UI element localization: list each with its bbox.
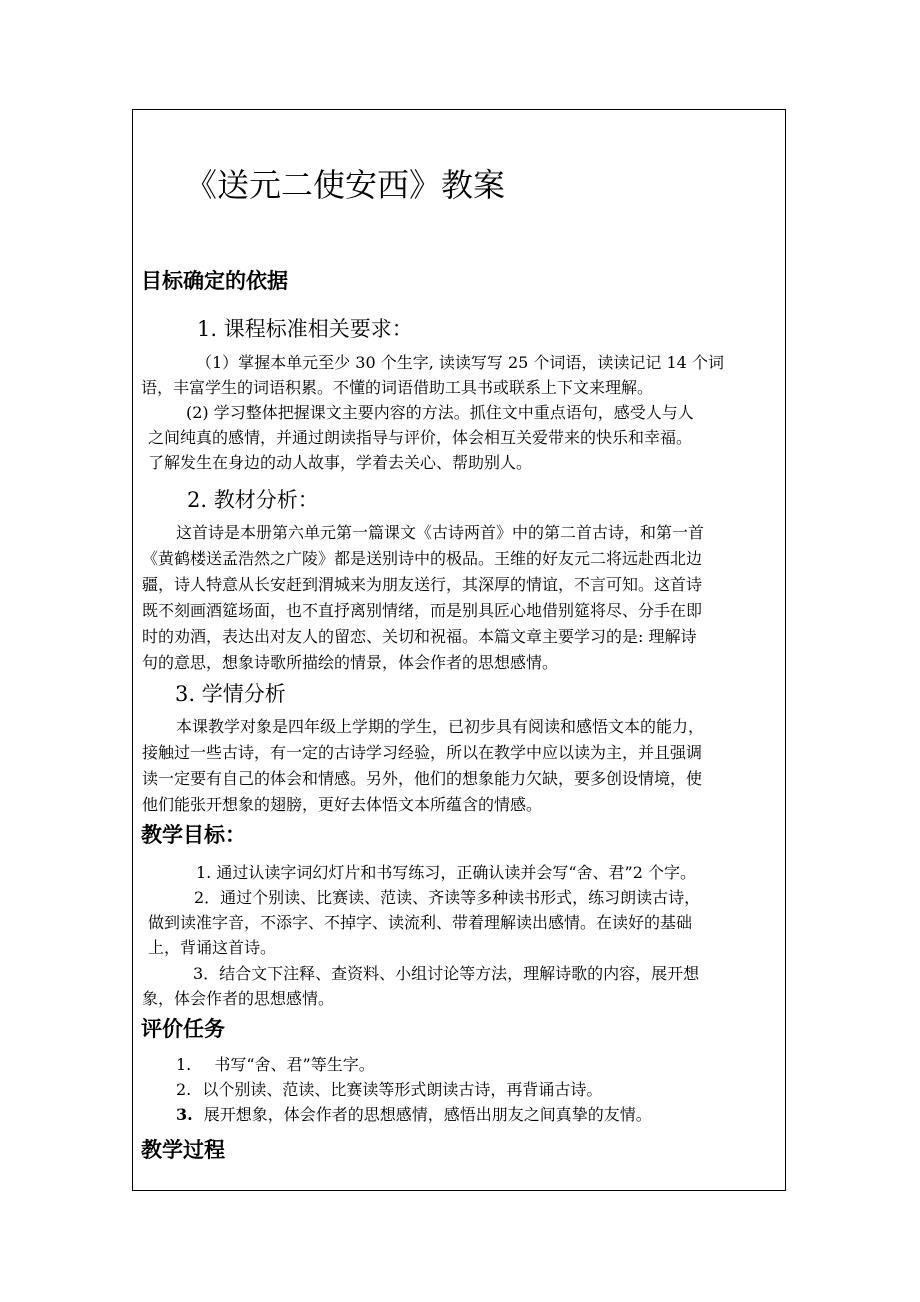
paragraph-line: 3．结合文下注释、查资料、小组讨论等方法，理解诗歌的内容，展开想 bbox=[193, 964, 700, 983]
list-item-number: 1. bbox=[176, 1055, 192, 1074]
paragraph-line: (2) 学习整体把握课文主要内容的方法。抓住文中重点语句，感受人与人 bbox=[186, 403, 694, 422]
paragraph-line: 之间纯真的感情，并通过朗读指导与评价，体会相互关爱带来的快乐和幸福。 bbox=[148, 428, 693, 447]
paragraph-line: 2．通过个别读、比赛读、范读、齐读等多种读书形式，练习朗读古诗， bbox=[194, 888, 701, 907]
subheading-curriculum: 1. 课程标准相关要求： bbox=[197, 317, 413, 341]
paragraph-line: 既不刻画酒筵场面，也不直抒离别情绪，而是别具匠心地借别筵将尽、分手在即 bbox=[142, 601, 703, 620]
heading-basis: 目标确定的依据 bbox=[141, 269, 288, 293]
paragraph-line: 1. 通过认读字词幻灯片和书写练习，正确认读并会写“舍、君”2 个字。 bbox=[196, 863, 696, 882]
heading-evaluation-tasks: 评价任务 bbox=[141, 1017, 225, 1041]
paragraph-line: （1）掌握本单元至少 30 个生字, 读读写写 25 个词语，读读记记 14 个词 bbox=[196, 353, 724, 372]
paragraph-line: 他们能张开想象的翅膀，更好去体悟文本所蕴含的情感。 bbox=[142, 795, 543, 814]
list-item bbox=[176, 1077, 602, 1103]
list-item-number: 3. bbox=[176, 1105, 193, 1124]
paragraph-line: 上，背诵这首诗。 bbox=[148, 938, 277, 957]
paragraph-line: 《黄鹤楼送孟浩然之广陵》都是送别诗中的极品。王维的好友元二将远赴西北边 bbox=[142, 549, 703, 568]
heading-teaching-process: 教学过程 bbox=[141, 1138, 225, 1162]
list-item-text: 以个别读、范读、比赛读等形式朗读古诗，再背诵古诗。 bbox=[202, 1080, 603, 1099]
paragraph-line: 接触过一些古诗，有一定的古诗学习经验，所以在教学中应以读为主，并且强调 bbox=[142, 743, 703, 762]
paragraph-line: 疆，诗人特意从长安赶到渭城来为朋友送行，其深厚的情谊，不言可知。这首诗 bbox=[142, 575, 703, 594]
list-item-text: 展开想象，体会作者的思想感情，感悟出朋友之间真挚的友情。 bbox=[203, 1105, 652, 1124]
subheading-learner: 3. 学情分析 bbox=[175, 682, 286, 706]
subheading-textbook: 2. 教材分析： bbox=[187, 488, 319, 512]
paragraph-line: 了解发生在身边的动人故事，学着去关心、帮助别人。 bbox=[148, 453, 533, 472]
list-item bbox=[176, 1052, 375, 1078]
paragraph-line: 做到读准字音，不添字、不掉字、读流利、带着理解读出感情。在读好的基础 bbox=[148, 913, 693, 932]
paragraph-line: 读一定要有自己的体会和情感。另外，他们的想象能力欠缺，要多创设情境，使 bbox=[142, 769, 703, 788]
paragraph-line: 本课教学对象是四年级上学期的学生，已初步具有阅读和感悟文本的能力， bbox=[176, 717, 705, 736]
paragraph-line: 语，丰富学生的词语积累。不懂的词语借助工具书或联系上下文来理解。 bbox=[141, 378, 654, 397]
paragraph-line: 句的意思，想象诗歌所描绘的情景，体会作者的思想感情。 bbox=[142, 653, 559, 672]
list-item bbox=[176, 1102, 652, 1128]
heading-teaching-goals: 教学目标： bbox=[141, 823, 246, 847]
paragraph-line: 象，体会作者的思想感情。 bbox=[142, 989, 335, 1008]
doc-title: 《送元二使安西》教案 bbox=[185, 166, 506, 204]
list-item-number: 2. bbox=[176, 1080, 192, 1099]
paragraph-line: 时的劝酒，表达出对友人的留恋、关切和祝福。本篇文章主要学习的是: 理解诗 bbox=[142, 627, 697, 646]
paragraph-line: 这首诗是本册第六单元第一篇课文《古诗两首》中的第二首古诗，和第一首 bbox=[176, 523, 705, 542]
list-item-text: 书写“舍、君”等生字。 bbox=[214, 1055, 375, 1074]
